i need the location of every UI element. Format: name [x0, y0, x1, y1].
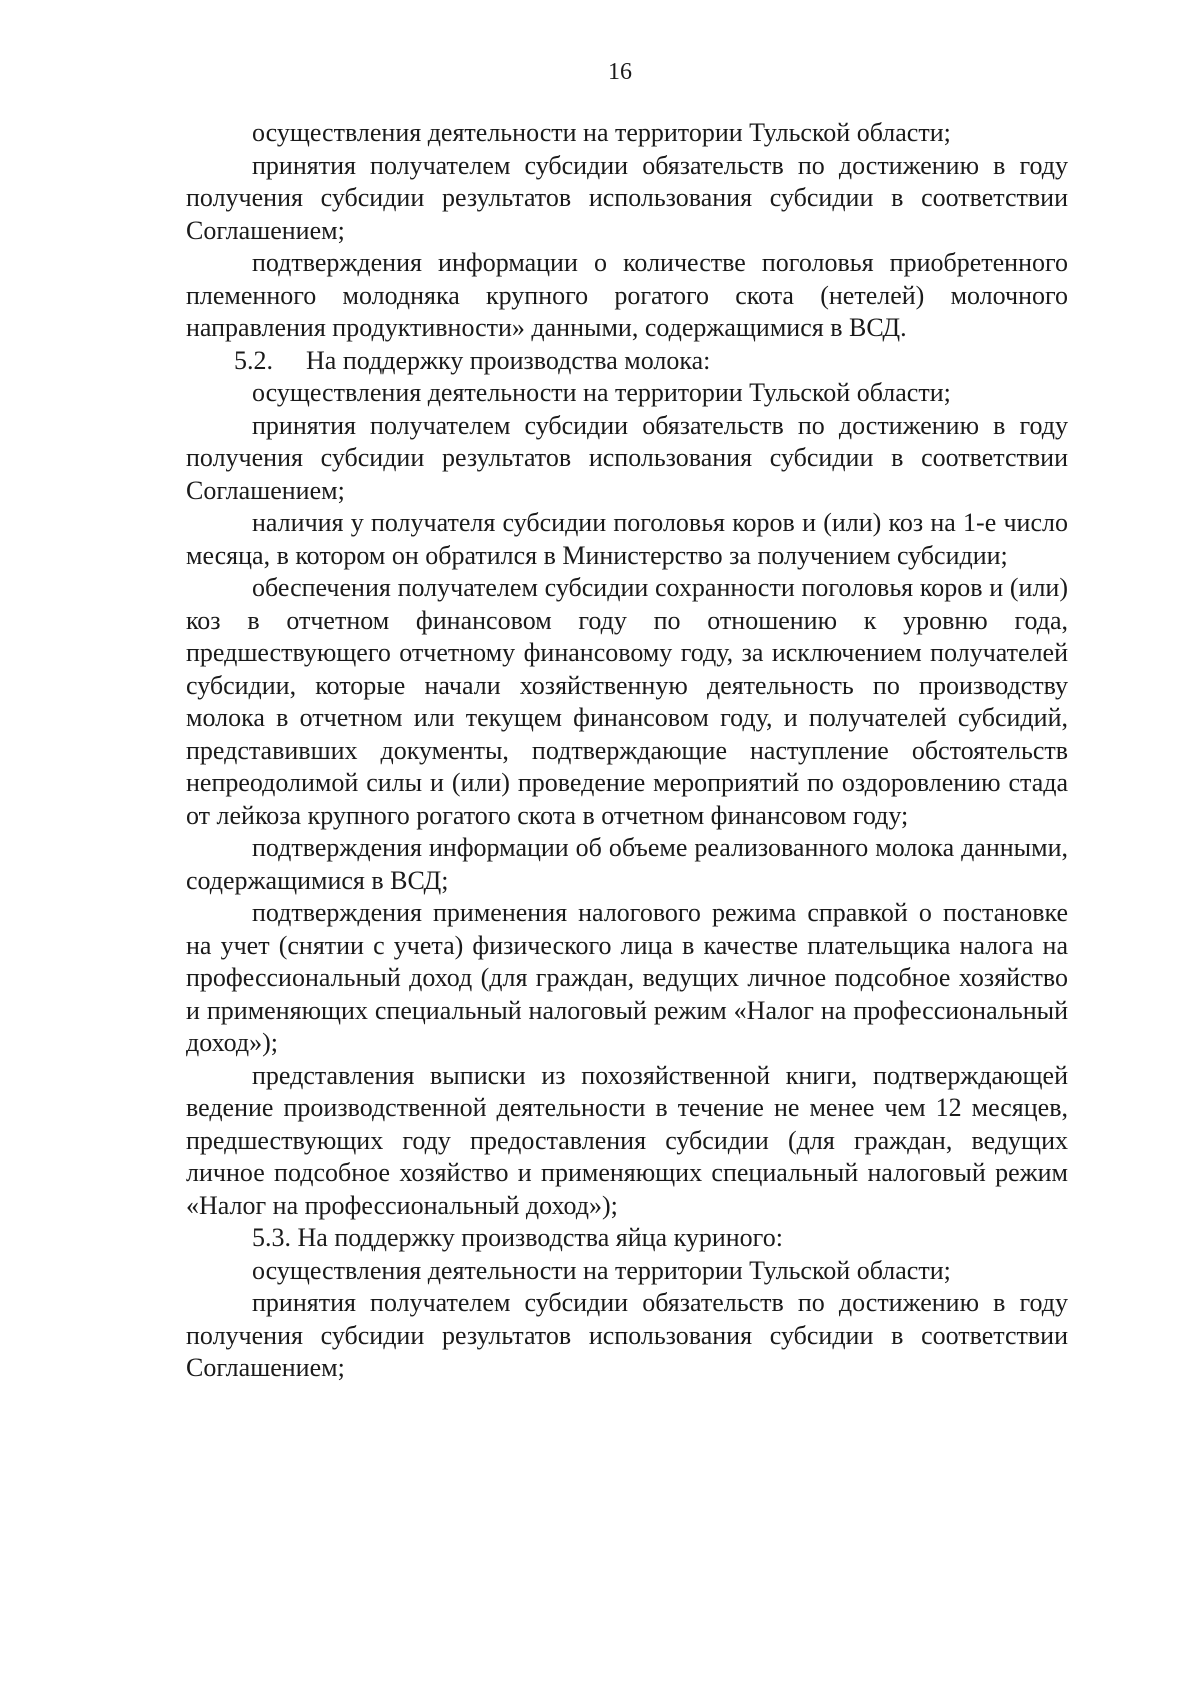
section-title: На поддержку производства молока: — [306, 345, 711, 375]
paragraph: представления выписки из похозяйственной книги, подтверждающей ведение производственной деятельности в течение не менее чем 12 месяцев, предшествующих году предоставления субсидии (для граждан, ведущих личное подсобное хозяйство и применяющих специальный налоговый режим «Налог на профессиональный доход»); — [186, 1060, 1068, 1220]
paragraph: подтверждения информации об объеме реализованного молока данными, содержащимися в ВСД; — [186, 833, 1068, 895]
section-number: 5.2. — [234, 345, 273, 375]
paragraph: принятия получателем субсидии обязательств по достижению в году получения субсидии результатов использования субсидии в соответствии Соглашением; — [186, 150, 1068, 245]
paragraph: осуществления деятельности на территории Тульской области; — [252, 1255, 951, 1285]
paragraph: подтверждения применения налогового режима справкой о постановке на учет (снятии с учета) физического лица в качестве плательщика налога на профессиональный доход (для граждан, ведущих личное подсобное хозяйство и применяющих специальный налоговый режим «Налог на профессиональный доход»); — [186, 898, 1068, 1057]
page-number: 16 — [608, 59, 632, 85]
paragraph: осуществления деятельности на территории Тульской области; — [252, 378, 951, 407]
paragraph: принятия получателем субсидии обязательств по достижению в году получения субсидии результатов использования субсидии в соответствии Соглашением; — [186, 410, 1068, 505]
paragraph: обеспечения получателем субсидии сохранности поголовья коров и (или) коз в отчетном финансовом году по отношению к уровню года, предшествующего отчетному финансовому году, за исключением получателей субсидии, которые начали хозяйственную деятельность по производству молока в отчетном или текущем финансовом году, и получателей субсидий, представивших документы, подтверждающие наступление обстоятельств непреодолимой силы и (или) проведение мероприятий по оздоровлению стада от лейкоза крупного рогатого скота в отчетном финансовом году; — [186, 573, 1068, 830]
paragraph: подтверждения информации о количестве поголовья приобретенного племенного молодняка крупного рогатого скота (нетелей) молочного направления продуктивности» данными, содержащимися в ВСД. — [186, 248, 1068, 342]
paragraph: принятия получателем субсидии обязательств по достижению в году получения субсидии результатов использования субсидии в соответствии Соглашением; — [186, 1288, 1068, 1382]
section-heading-5-2 — [186, 345, 1068, 378]
document-body — [186, 117, 1068, 1385]
paragraph: осуществления деятельности на территории Тульской области; — [252, 118, 951, 147]
paragraph: наличия у получателя субсидии поголовья коров и (или) коз на 1-е число месяца, в котором он обратился в Министерство за получением субсидии; — [186, 508, 1068, 570]
section-heading-5-3: 5.3. На поддержку производства яйца куриного: — [252, 1223, 783, 1252]
